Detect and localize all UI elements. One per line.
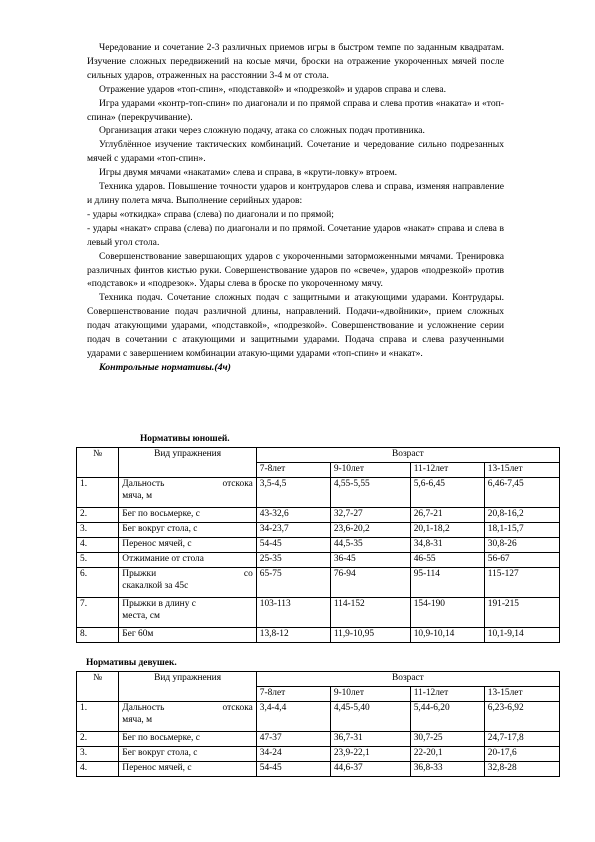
cell: 46-55 bbox=[410, 553, 484, 568]
table-row bbox=[77, 702, 560, 732]
cell: 54-45 bbox=[256, 762, 330, 777]
cell: 5,44-6,20 bbox=[410, 702, 484, 732]
table-row bbox=[77, 732, 560, 747]
paragraph: Углублённое изучение тактических комбинаций. Сочетание и чередование сильно подрезанных мячей с ударами «топ-спин». bbox=[87, 139, 504, 165]
paragraph: Техника ударов. Повышение точности ударов и контрударов слева и справа, изменяя направление и длину полета мяча. Выполнение серийных ударов: bbox=[87, 181, 504, 206]
table-row bbox=[77, 538, 560, 553]
row-num: 3. bbox=[77, 747, 119, 762]
table-row bbox=[77, 508, 560, 523]
age-col: 11-12лет bbox=[410, 463, 484, 478]
paragraph: Игра ударами «контр-топ-спин» по диагонали и по прямой справа и слева против «наката» и «топ-спина» (перекручивание). bbox=[87, 97, 504, 123]
header-exercise: Вид упражнения bbox=[119, 672, 256, 702]
table-row bbox=[77, 747, 560, 762]
row-num: 7. bbox=[77, 598, 119, 628]
cell: 23,9-22,1 bbox=[330, 747, 410, 762]
cell: 115-127 bbox=[484, 568, 559, 598]
cell: 103-113 bbox=[256, 598, 330, 628]
age-col: 7-8лет bbox=[256, 687, 330, 702]
cell: 34-24 bbox=[256, 747, 330, 762]
paragraph: Чередование и сочетание 2-3 различных приемов игры в быстром темпе по заданным квадратам. Изучение сложных передвижений на косые мячи, броски на отражение укороченных мячей после сильных ударов, отраженных на расстоянии 3-4 м от стола. bbox=[87, 42, 504, 81]
exercise-word: Прыжки в длину с bbox=[122, 599, 196, 609]
row-exercise: Бег вокруг стола, с bbox=[119, 523, 256, 538]
row-exercise: Перенос мячей, с bbox=[119, 762, 256, 777]
cell: 20,8-16,2 bbox=[484, 508, 559, 523]
row-exercise bbox=[119, 702, 256, 732]
row-exercise bbox=[119, 478, 256, 508]
cell: 56-67 bbox=[484, 553, 559, 568]
cell: 191-215 bbox=[484, 598, 559, 628]
cell: 30,7-25 bbox=[410, 732, 484, 747]
list-item: - удары «накат» справа (слева) по диагонали и по прямой. Сочетание ударов «накат» справа и слева в левый угол стола. bbox=[87, 222, 504, 248]
table-row bbox=[77, 478, 560, 508]
row-exercise: Отжимание от стола bbox=[119, 553, 256, 568]
table-row bbox=[77, 762, 560, 777]
exercise-word: Дальность bbox=[122, 479, 165, 489]
cell: 114-152 bbox=[330, 598, 410, 628]
section-heading: Контрольные нормативы.(4ч) bbox=[99, 361, 231, 373]
cell: 30,8-26 bbox=[484, 538, 559, 553]
row-exercise: Бег по восьмерке, с bbox=[119, 732, 256, 747]
girls-table-title: Нормативы девушек. bbox=[86, 658, 177, 668]
cell: 36,8-33 bbox=[410, 762, 484, 777]
row-exercise bbox=[119, 568, 256, 598]
age-col: 9-10лет bbox=[330, 687, 410, 702]
cell: 34,8-31 bbox=[410, 538, 484, 553]
row-num: 3. bbox=[77, 523, 119, 538]
cell: 10,1-9,14 bbox=[484, 628, 559, 643]
row-exercise: Бег вокруг стола, с bbox=[119, 747, 256, 762]
cell: 10,9-10,14 bbox=[410, 628, 484, 643]
cell: 20,1-18,2 bbox=[410, 523, 484, 538]
paragraph: Совершенствование завершающих ударов с укороченными заторможенными мячами. Тренировка различных финтов кистью руки. Совершенствование ударов по «свече», ударов «подрезкой» против «подставок» и «подрезок». Удары слева в броске по укороченному мячу. bbox=[87, 250, 504, 290]
row-num: 2. bbox=[77, 508, 119, 523]
exercise-word: мяча, м bbox=[122, 491, 153, 501]
boys-table-title: Нормативы юношей. bbox=[140, 434, 230, 444]
cell: 20-17,6 bbox=[484, 747, 559, 762]
age-col: 11-12лет bbox=[410, 687, 484, 702]
row-exercise: Перенос мячей, с bbox=[119, 538, 256, 553]
cell: 6,46-7,45 bbox=[484, 478, 559, 508]
row-num: 5. bbox=[77, 553, 119, 568]
cell: 44,6-37 bbox=[330, 762, 410, 777]
exercise-word: со bbox=[243, 569, 253, 579]
cell: 65-75 bbox=[256, 568, 330, 598]
row-num: 8. bbox=[77, 628, 119, 643]
cell: 11,9-10,95 bbox=[330, 628, 410, 643]
paragraph: Техника подач. Сочетание сложных подач с защитными и атакующими ударами. Контрудары. Совершенствование подач различной длины, направлений. Подачи-«двойники», прием сложных подач атакующими ударами, «подставкой», «подрезкой». Совершенствование и усложнение серии подач в сочетании с атакующими и защитными ударами. Подача справа и слева разученными ударами с завершением комбинации атакую-щими ударами «топ-спин» и «накат». bbox=[87, 292, 504, 359]
age-col: 13-15лет bbox=[484, 687, 559, 702]
body-text bbox=[87, 41, 504, 375]
table-row bbox=[77, 628, 560, 643]
age-col: 13-15лет bbox=[484, 463, 559, 478]
cell: 36,7-31 bbox=[330, 732, 410, 747]
cell: 32,7-27 bbox=[330, 508, 410, 523]
cell: 25-35 bbox=[256, 553, 330, 568]
row-num: 4. bbox=[77, 538, 119, 553]
cell: 18,1-15,7 bbox=[484, 523, 559, 538]
cell: 4,45-5,40 bbox=[330, 702, 410, 732]
cell: 44,5-35 bbox=[330, 538, 410, 553]
cell: 13,8-12 bbox=[256, 628, 330, 643]
table-row bbox=[77, 598, 560, 628]
cell: 23,6-20,2 bbox=[330, 523, 410, 538]
exercise-word: отскока bbox=[222, 479, 253, 489]
row-exercise bbox=[119, 598, 256, 628]
header-age: Возраст bbox=[256, 448, 559, 463]
cell: 76-94 bbox=[330, 568, 410, 598]
cell: 5,6-6,45 bbox=[410, 478, 484, 508]
cell: 34-23,7 bbox=[256, 523, 330, 538]
girls-norms-table bbox=[76, 671, 560, 777]
paragraph: Отражение ударов «топ-спин», «подставкой» и «подрезкой» и ударов справа и слева. bbox=[99, 83, 446, 95]
row-num: 1. bbox=[77, 702, 119, 732]
cell: 47-37 bbox=[256, 732, 330, 747]
row-exercise: Бег по восьмерке, с bbox=[119, 508, 256, 523]
cell: 154-190 bbox=[410, 598, 484, 628]
exercise-word: скакалкой за 45с bbox=[122, 581, 189, 591]
row-num: 2. bbox=[77, 732, 119, 747]
cell: 36-45 bbox=[330, 553, 410, 568]
cell: 3,5-4,5 bbox=[256, 478, 330, 508]
exercise-word: Прыжки bbox=[122, 569, 157, 579]
exercise-word: мяча, м bbox=[122, 715, 153, 725]
list-item: - удары «откидка» справа (слева) по диагонали и по прямой; bbox=[87, 208, 334, 220]
cell: 4,55-5,55 bbox=[330, 478, 410, 508]
cell: 26,7-21 bbox=[410, 508, 484, 523]
exercise-word: отскока bbox=[222, 703, 253, 713]
row-num: 6. bbox=[77, 568, 119, 598]
age-col: 9-10лет bbox=[330, 463, 410, 478]
boys-norms-table bbox=[76, 447, 560, 643]
table-row bbox=[77, 523, 560, 538]
cell: 43-32,6 bbox=[256, 508, 330, 523]
cell: 95-114 bbox=[410, 568, 484, 598]
exercise-word: Дальность bbox=[122, 703, 165, 713]
header-num: № bbox=[77, 672, 119, 702]
row-exercise: Бег 60м bbox=[119, 628, 256, 643]
cell: 22-20,1 bbox=[410, 747, 484, 762]
table-row bbox=[77, 568, 560, 598]
exercise-word: места, см bbox=[122, 611, 160, 621]
header-age: Возраст bbox=[256, 672, 559, 687]
header-exercise: Вид упражнения bbox=[119, 448, 256, 478]
table-header-row bbox=[77, 448, 560, 463]
row-num: 1. bbox=[77, 478, 119, 508]
cell: 3,4-4,4 bbox=[256, 702, 330, 732]
table-row bbox=[77, 553, 560, 568]
cell: 24,7-17,8 bbox=[484, 732, 559, 747]
header-num: № bbox=[77, 448, 119, 478]
cell: 6,23-6,92 bbox=[484, 702, 559, 732]
cell: 54-45 bbox=[256, 538, 330, 553]
table-header-row bbox=[77, 672, 560, 687]
cell: 32,8-28 bbox=[484, 762, 559, 777]
paragraph: Организация атаки через сложную подачу, атака со сложных подач противника. bbox=[99, 125, 425, 137]
row-num: 4. bbox=[77, 762, 119, 777]
age-col: 7-8лет bbox=[256, 463, 330, 478]
paragraph: Игры двумя мячами «накатами» слева и справа, в «крути-ловку» втроем. bbox=[99, 167, 398, 179]
